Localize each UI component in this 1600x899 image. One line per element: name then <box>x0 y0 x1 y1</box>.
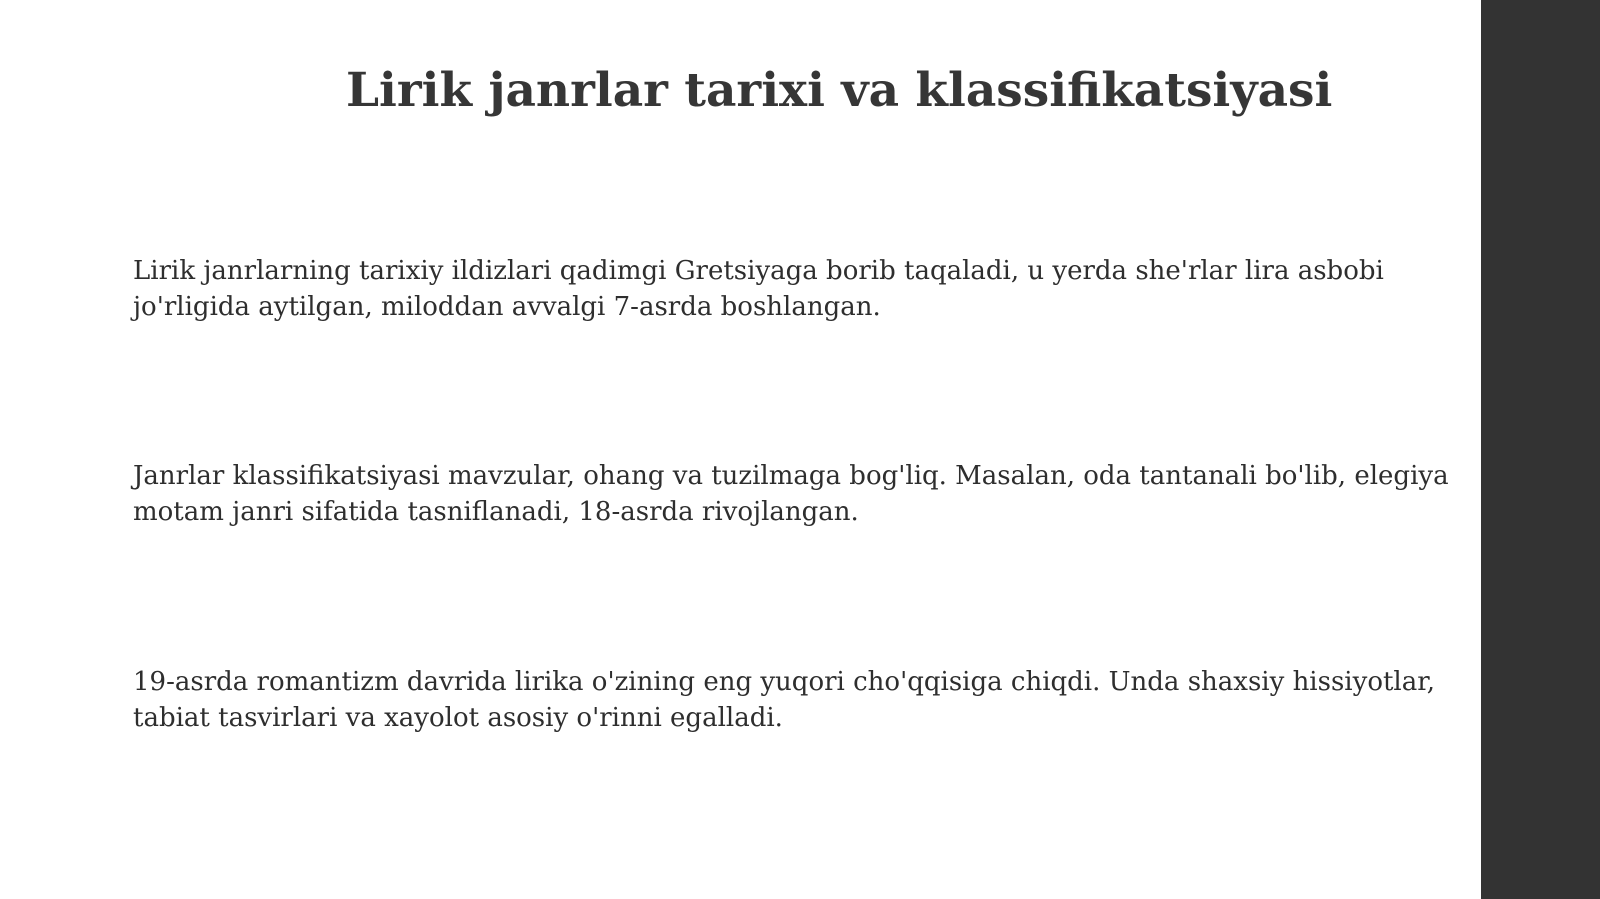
paragraph-classification: Janrlar klassifikatsiyasi mavzular, ohang va tuzilmaga bog'liq. Masalan, oda tantanali bo'lib, elegiya motam janri sifatida tasniflanadi, 18-asrda rivojlangan. <box>133 461 1449 527</box>
paragraph-romanticism: 19-asrda romantizm davrida lirika o'zining eng yuqori cho'qqisiga chiqdi. Unda shaxsiy hissiyotlar, tabiat tasvirlari va xayolot asosiy o'rinni egalladi. <box>133 667 1436 733</box>
decorative-side-bar <box>1481 0 1600 899</box>
slide-title: Lirik janrlar tarixi va klassifikatsiyasi <box>346 63 1333 118</box>
paragraph-history: Lirik janrlarning tarixiy ildizlari qadimgi Gretsiyaga borib taqaladi, u yerda she'rlar lira asbobi jo'rligida aytilgan, miloddan avvalgi 7-asrda boshlangan. <box>133 256 1384 322</box>
